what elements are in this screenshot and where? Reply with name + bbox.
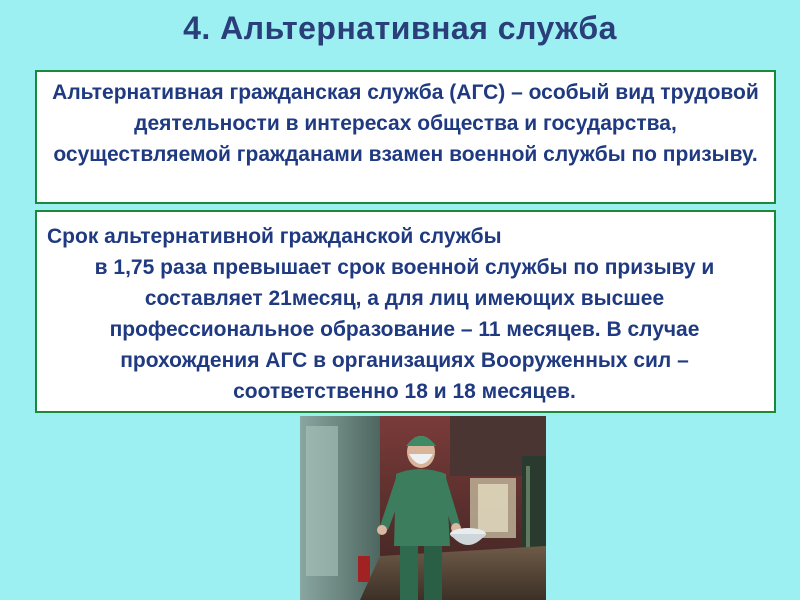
term-detail-text: в 1,75 раза превышает срок военной службы по призыву и составляет 21месяц, а для лиц имеющих высшее профессиональное образование – 11 месяцев. В случае прохождения АГС в организациях Вооруженных сил – соответственно 18 и 18 месяцев. xyxy=(94,256,715,403)
hospital-orderly-illustration xyxy=(300,416,546,600)
definition-box xyxy=(35,70,776,204)
term-lead-text: Срок альтернативной гражданской службы xyxy=(47,225,502,248)
slide-title: 4. Альтернативная служба xyxy=(183,10,617,46)
hospital-orderly-photo xyxy=(300,416,546,600)
term-box xyxy=(35,210,776,413)
definition-text: Альтернативная гражданская служба (АГС) – особый вид трудовой деятельности в интересах общества и государства, осуществляемой гражданами взамен военной службы по призыву. xyxy=(52,81,759,166)
